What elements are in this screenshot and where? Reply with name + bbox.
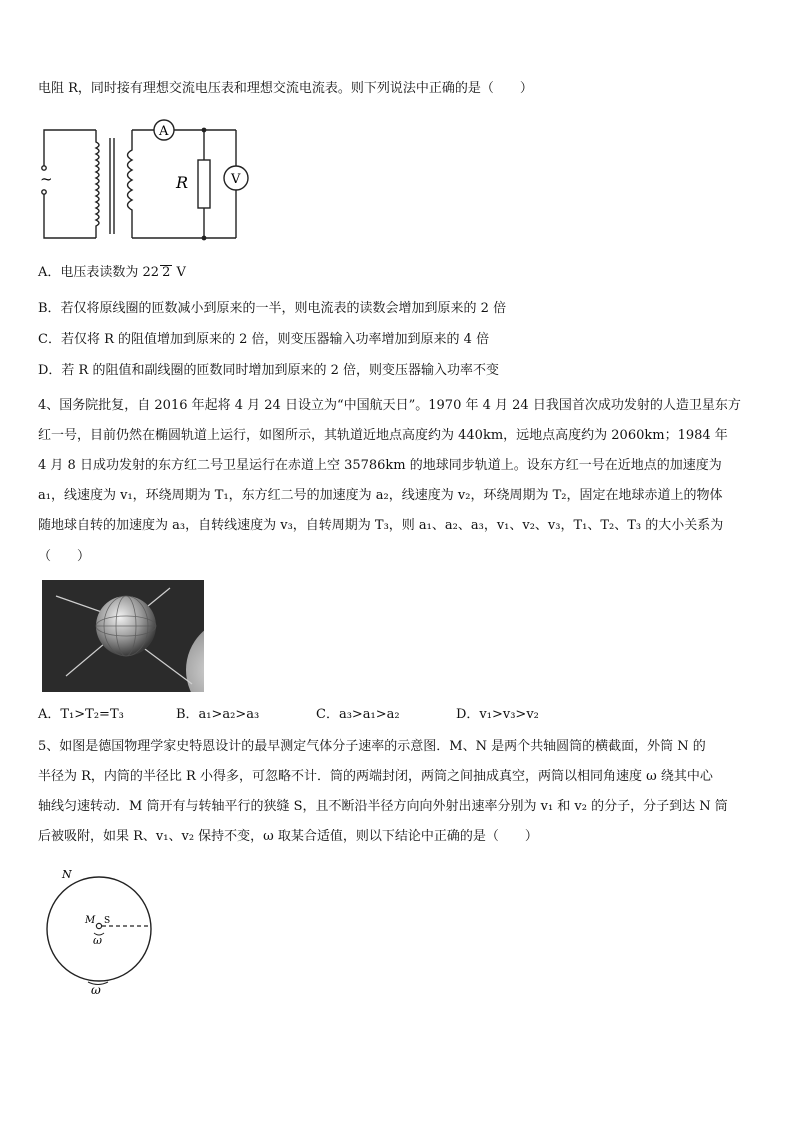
q4-line-2: 红一号，目前仍然在椭圆轨道上运行，如图所示，其轨道近地点高度约为 440km，远地点高度约为 2060km；1984 年 xyxy=(38,428,728,443)
q4-option-c: C．a₃>a₁>a₂ xyxy=(316,707,400,722)
q3-option-c: C．若仅将 R 的阻值增加到原来的 2 倍，则变压器输入功率增加到原来的 4 倍 xyxy=(38,332,490,347)
transformer-circuit-figure xyxy=(38,114,258,246)
resistor-label: R xyxy=(176,173,189,192)
sqrt-symbol: 2 xyxy=(162,265,171,280)
q3-option-b: B．若仅将原线圈的匝数减小到原来的一半，则电流表的读数会增加到原来的 2 倍 xyxy=(38,301,507,316)
q3-option-a: A．电压表读数为 22 2 V xyxy=(38,265,186,280)
inner-cylinder-label: M xyxy=(85,915,96,926)
q5-line-4: 后被吸附，如果 R、v₁、v₂ 保持不变，ω 取某合适值，则以下结论中正确的是（ ） xyxy=(38,829,538,844)
slit-label: S xyxy=(104,916,111,926)
outer-cylinder-label: N xyxy=(62,868,72,881)
satellite-photo xyxy=(42,580,204,692)
q5-line-1: 5、如图是德国物理学家史特恩设计的最早测定气体分子速率的示意图．M、N 是两个共轴圆筒的横截面，外筒 N 的 xyxy=(38,739,706,754)
voltmeter-label: V xyxy=(231,172,241,187)
stern-experiment-figure xyxy=(40,862,170,996)
q4-option-d: D．v₁>v₃>v₂ xyxy=(456,707,539,722)
q5-line-2: 半径为 R，内筒的半径比 R 小得多，可忽略不计．筒的两端封闭，两筒之间抽成真空，两筒以相同角速度 ω 绕其中心 xyxy=(38,769,713,784)
q5-line-3: 轴线匀速转动．M 筒开有与转轴平行的狭缝 S，且不断沿半径方向向外射出速率分别为 v₁ 和 v₂ 的分子，分子到达 N 筒 xyxy=(38,799,728,814)
inner-omega-label: ω xyxy=(93,934,102,947)
q3-option-d: D．若 R 的阻值和副线圈的匝数同时增加到原来的 2 倍，则变压器输入功率不变 xyxy=(38,363,500,378)
ac-source-symbol: ~ xyxy=(40,170,53,188)
ammeter-label: A xyxy=(159,124,169,139)
q4-option-a: A．T₁>T₂=T₃ xyxy=(38,707,124,722)
q4-line-6: （ ） xyxy=(38,549,91,564)
q4-line-4: a₁，线速度为 v₁，环绕周期为 T₁，东方红二号的加速度为 a₂，线速度为 v₂，环绕周期为 T₂，固定在地球赤道上的物体 xyxy=(38,488,723,503)
q4-line-1: 4、国务院批复，自 2016 年起将 4 月 24 日设立为“中国航天日”。1970 年 4 月 24 日我国首次成功发射的人造卫星东方 xyxy=(38,398,741,413)
q4-line-3: 4 月 8 日成功发射的东方红二号卫星运行在赤道上空 35786km 的地球同步轨道上。设东方红一号在近地点的加速度为 xyxy=(38,458,722,473)
q3-stem: 电阻 R，同时接有理想交流电压表和理想交流电流表。则下列说法中正确的是（ ） xyxy=(38,81,533,96)
outer-omega-label: ω xyxy=(91,983,101,996)
q4-line-5: 随地球自转的加速度为 a₃，自转线速度为 v₃，自转周期为 T₃，则 a₁、a₂、a₃，v₁、v₂、v₃，T₁、T₂、T₃ 的大小关系为 xyxy=(38,518,724,533)
q4-option-b: B．a₁>a₂>a₃ xyxy=(176,707,260,722)
